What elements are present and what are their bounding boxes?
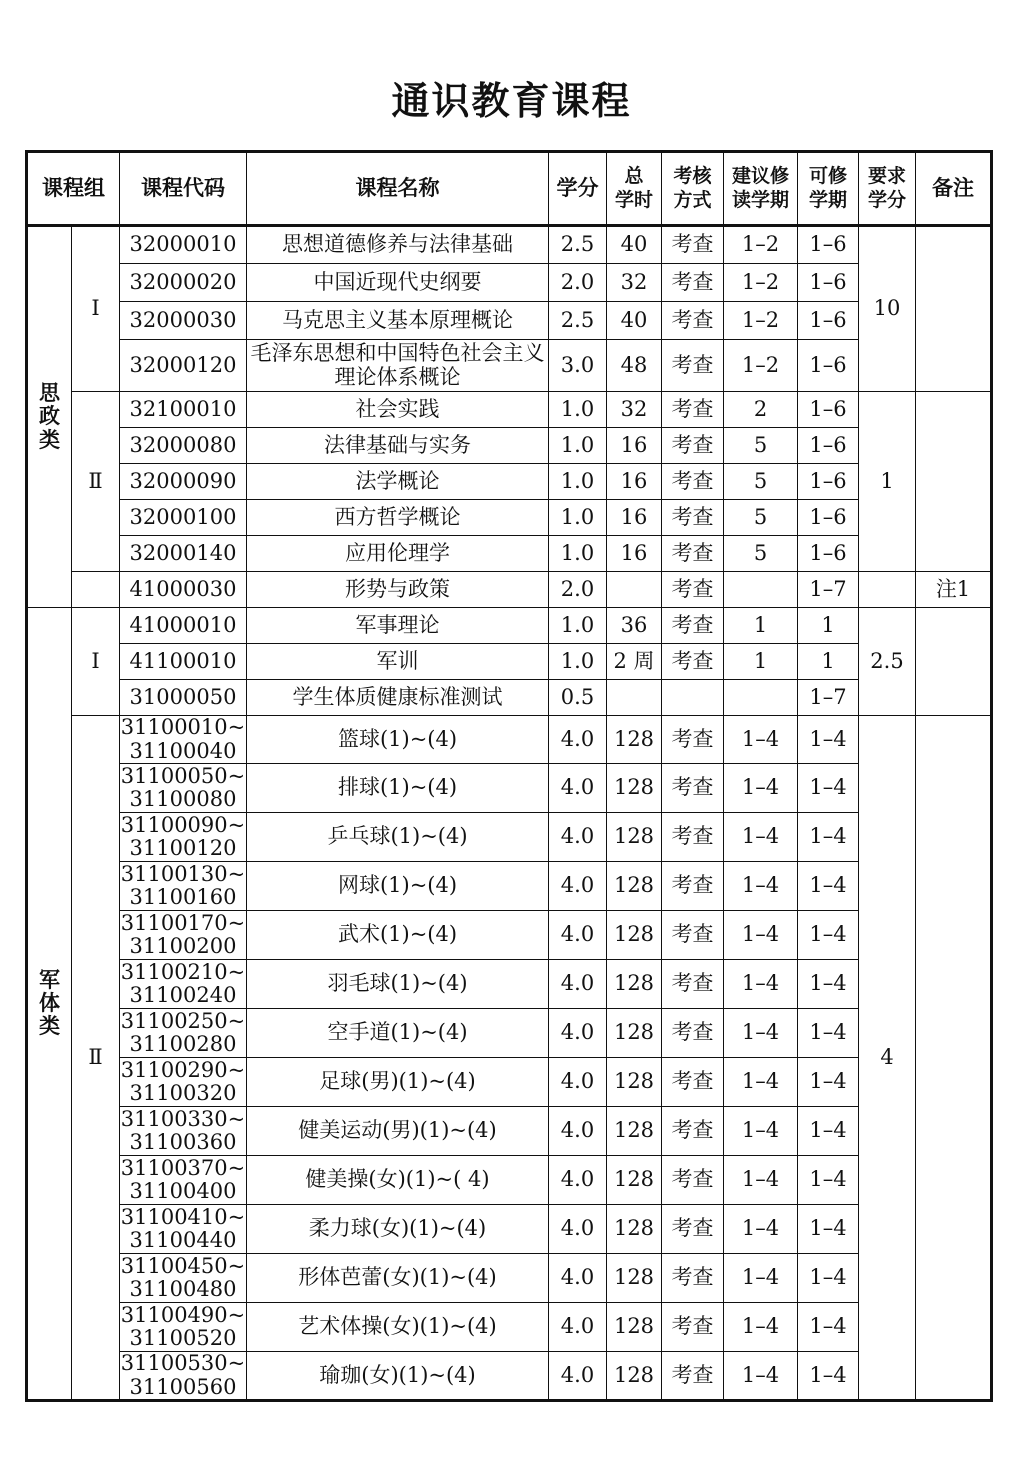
- course-code: 41000030: [120, 572, 247, 608]
- table-row: [27, 813, 992, 862]
- course-credit: 2.5: [549, 226, 607, 264]
- course-suggest: 1–4: [724, 764, 798, 813]
- course-code-end: 31100360: [129, 1130, 237, 1154]
- table-row: [27, 392, 992, 428]
- table-row: [27, 764, 992, 813]
- course-exam: 考查: [662, 813, 724, 862]
- course-suggest: 1–4: [724, 862, 798, 911]
- header-required-line2: 学分: [867, 188, 906, 211]
- course-code: [120, 1303, 247, 1352]
- course-avail: 1: [798, 644, 859, 680]
- course-exam: 考查: [662, 764, 724, 813]
- header-required-line1: 要求: [867, 164, 906, 187]
- course-code-end: 31100160: [129, 885, 237, 909]
- course-name: 毛泽东思想和中国特色社会主义理论体系概论: [247, 340, 549, 392]
- course-exam: 考查: [662, 428, 724, 464]
- course-hours: 128: [607, 1058, 662, 1107]
- table-row: [27, 862, 992, 911]
- course-code: [120, 1156, 247, 1205]
- subgroup-szl-2: Ⅱ: [72, 392, 120, 572]
- course-name: 艺术体操(女)(1)~(4): [247, 1303, 549, 1352]
- header-name: 课程名称: [247, 152, 549, 226]
- course-avail: 1–4: [798, 1156, 859, 1205]
- course-exam: 考查: [662, 1009, 724, 1058]
- course-hours: 128: [607, 1107, 662, 1156]
- course-exam: 考查: [662, 340, 724, 392]
- group-szl-char-2: 政: [39, 404, 60, 429]
- header-code: 课程代码: [120, 152, 247, 226]
- course-avail: 1: [798, 608, 859, 644]
- course-code: [120, 716, 247, 764]
- table-row: [27, 1009, 992, 1058]
- header-note: 备注: [916, 152, 992, 226]
- header-suggest: [724, 152, 798, 226]
- course-hours: 2 周: [607, 644, 662, 680]
- header-credit: 学分: [549, 152, 607, 226]
- header-hours: [607, 152, 662, 226]
- table-row: [27, 500, 992, 536]
- course-code-end: 31100320: [129, 1081, 237, 1105]
- table-row: [27, 1352, 992, 1401]
- course-exam: 考查: [662, 1107, 724, 1156]
- course-name: 足球(男)(1)~(4): [247, 1058, 549, 1107]
- course-code: 32000140: [120, 536, 247, 572]
- course-code: [120, 813, 247, 862]
- course-exam: 考查: [662, 960, 724, 1009]
- course-credit: 1.0: [549, 500, 607, 536]
- course-suggest: 1–4: [724, 1156, 798, 1205]
- course-avail: 1–6: [798, 536, 859, 572]
- course-hours: 128: [607, 1303, 662, 1352]
- course-code-end: 31100120: [129, 836, 237, 860]
- course-suggest: 5: [724, 536, 798, 572]
- course-code-start: 31100370~: [120, 1155, 246, 1180]
- subgroup-jtl-1: Ⅰ: [72, 608, 120, 716]
- course-name: 马克思主义基本原理概论: [247, 302, 549, 340]
- header-avail-line1: 可修: [808, 164, 847, 187]
- subgroup-jtl-2: Ⅱ: [72, 716, 120, 1401]
- course-code-end: 31100520: [129, 1326, 237, 1350]
- course-name: 军事理论: [247, 608, 549, 644]
- course-avail: 1–4: [798, 764, 859, 813]
- course-suggest: [724, 572, 798, 608]
- course-code: 32000090: [120, 464, 247, 500]
- group-jtl-char-2: 体: [39, 990, 60, 1015]
- course-avail: 1–6: [798, 226, 859, 264]
- course-code-start: 31100050~: [120, 763, 246, 788]
- course-avail: 1–6: [798, 340, 859, 392]
- course-avail: 1–6: [798, 464, 859, 500]
- course-exam: 考查: [662, 536, 724, 572]
- course-avail: 1–6: [798, 428, 859, 464]
- course-code-start: 31100250~: [120, 1008, 246, 1033]
- note-cell: [916, 716, 992, 1401]
- course-hours: 128: [607, 716, 662, 764]
- course-exam: 考查: [662, 1156, 724, 1205]
- course-credit: 4.0: [549, 1303, 607, 1352]
- required-credit-empty: [859, 572, 916, 608]
- course-suggest: 1–4: [724, 960, 798, 1009]
- page-title: 通识教育课程: [391, 79, 632, 123]
- course-avail: 1–6: [798, 392, 859, 428]
- course-credit: 4.0: [549, 1156, 607, 1205]
- course-credit: 4.0: [549, 1009, 607, 1058]
- course-suggest: 5: [724, 500, 798, 536]
- course-code-end: 31100400: [129, 1179, 237, 1203]
- table-row: [27, 1107, 992, 1156]
- header-row: [27, 152, 992, 226]
- course-code: 32000030: [120, 302, 247, 340]
- course-credit: 1.0: [549, 644, 607, 680]
- course-credit: 4.0: [549, 862, 607, 911]
- table-row: [27, 226, 992, 264]
- course-code: 41000010: [120, 608, 247, 644]
- course-exam: 考查: [662, 1352, 724, 1401]
- table-row: [27, 1254, 992, 1303]
- course-hours: 16: [607, 500, 662, 536]
- course-avail: 1–4: [798, 716, 859, 764]
- course-hours: 16: [607, 464, 662, 500]
- course-exam: 考查: [662, 862, 724, 911]
- course-exam: 考查: [662, 911, 724, 960]
- course-avail: 1–4: [798, 1107, 859, 1156]
- table-row: [27, 1205, 992, 1254]
- course-code-start: 31100330~: [120, 1106, 246, 1131]
- course-code: [120, 960, 247, 1009]
- course-code: [120, 764, 247, 813]
- course-suggest: 1–2: [724, 226, 798, 264]
- course-avail: 1–4: [798, 1303, 859, 1352]
- table-row: [27, 428, 992, 464]
- course-credit: 4.0: [549, 1058, 607, 1107]
- note-cell: [916, 608, 992, 716]
- course-code-end: 31100080: [129, 787, 237, 811]
- course-name: 形体芭蕾(女)(1)~(4): [247, 1254, 549, 1303]
- course-exam: 考查: [662, 572, 724, 608]
- header-suggest-line1: 建议修: [731, 164, 789, 187]
- course-credit: 1.0: [549, 428, 607, 464]
- course-credit: 3.0: [549, 340, 607, 392]
- course-hours: [607, 572, 662, 608]
- course-credit: 4.0: [549, 764, 607, 813]
- course-code: 32000010: [120, 226, 247, 264]
- course-hours: 128: [607, 1352, 662, 1401]
- course-credit: 1.0: [549, 392, 607, 428]
- course-name: 法学概论: [247, 464, 549, 500]
- course-avail: 1–4: [798, 1009, 859, 1058]
- table-row: [27, 302, 992, 340]
- course-hours: 36: [607, 608, 662, 644]
- header-exam-line2: 方式: [673, 188, 712, 211]
- course-suggest: 1–4: [724, 1009, 798, 1058]
- course-hours: 128: [607, 862, 662, 911]
- course-hours: 128: [607, 764, 662, 813]
- course-exam: 考查: [662, 608, 724, 644]
- course-hours: 128: [607, 1009, 662, 1058]
- course-hours: 40: [607, 302, 662, 340]
- course-name: 应用伦理学: [247, 536, 549, 572]
- course-hours: 32: [607, 392, 662, 428]
- course-name: 乒乓球(1)~(4): [247, 813, 549, 862]
- course-suggest: 1: [724, 644, 798, 680]
- course-name: 武术(1)~(4): [247, 911, 549, 960]
- table-row: [27, 536, 992, 572]
- required-credit-szl-1: 10: [859, 226, 916, 392]
- course-code-end: 31100040: [129, 738, 237, 763]
- course-suggest: 1–4: [724, 1303, 798, 1352]
- course-code-start: 31100010~: [120, 715, 246, 740]
- course-name: 军训: [247, 644, 549, 680]
- note-cell: 注1: [916, 572, 992, 608]
- course-avail: 1–4: [798, 1352, 859, 1401]
- course-credit: 1.0: [549, 608, 607, 644]
- course-suggest: 1–2: [724, 340, 798, 392]
- required-credit-jtl-1: 2.5: [859, 608, 916, 716]
- header-hours-line2: 学时: [614, 188, 653, 211]
- group-jtl-char-1: 军: [39, 967, 60, 992]
- course-credit: 4.0: [549, 1107, 607, 1156]
- course-name: 健美操(女)(1)~( 4): [247, 1156, 549, 1205]
- table-row: [27, 680, 992, 716]
- course-hours: 128: [607, 1205, 662, 1254]
- course-suggest: 1–4: [724, 1058, 798, 1107]
- course-code-start: 31100410~: [120, 1204, 246, 1229]
- course-name: 中国近现代史纲要: [247, 264, 549, 302]
- course-name: 瑜珈(女)(1)~(4): [247, 1352, 549, 1401]
- course-code: 32000100: [120, 500, 247, 536]
- course-name: 柔力球(女)(1)~(4): [247, 1205, 549, 1254]
- course-hours: 32: [607, 264, 662, 302]
- group-jtl-char-3: 类: [39, 1014, 60, 1039]
- course-name: 法律基础与实务: [247, 428, 549, 464]
- course-code-start: 31100530~: [120, 1351, 246, 1376]
- header-avail: [798, 152, 859, 226]
- course-name: 形势与政策: [247, 572, 549, 608]
- course-hours: 16: [607, 428, 662, 464]
- header-hours-line1: 总: [624, 164, 644, 187]
- header-avail-line2: 学期: [808, 188, 847, 211]
- course-hours: 40: [607, 226, 662, 264]
- course-avail: 1–7: [798, 680, 859, 716]
- header-suggest-line2: 读学期: [731, 188, 789, 211]
- course-code: [120, 911, 247, 960]
- course-exam: 考查: [662, 1303, 724, 1352]
- course-name: 社会实践: [247, 392, 549, 428]
- course-credit: 4.0: [549, 1352, 607, 1401]
- course-suggest: 2: [724, 392, 798, 428]
- course-hours: 16: [607, 536, 662, 572]
- course-exam: 考查: [662, 1254, 724, 1303]
- course-suggest: 5: [724, 428, 798, 464]
- course-suggest: 1–4: [724, 1352, 798, 1401]
- course-name: 健美运动(男)(1)~(4): [247, 1107, 549, 1156]
- course-exam: 考查: [662, 226, 724, 264]
- course-code-end: 31100560: [129, 1374, 237, 1399]
- course-exam: 考查: [662, 644, 724, 680]
- course-avail: 1–4: [798, 1205, 859, 1254]
- course-code: 31000050: [120, 680, 247, 716]
- table-row: [27, 960, 992, 1009]
- course-name: 空手道(1)~(4): [247, 1009, 549, 1058]
- course-code-start: 31100090~: [120, 812, 246, 837]
- table-row: [27, 1303, 992, 1352]
- course-credit: 4.0: [549, 1254, 607, 1303]
- course-exam: 考查: [662, 264, 724, 302]
- course-name: 西方哲学概论: [247, 500, 549, 536]
- course-exam: 考查: [662, 716, 724, 764]
- course-name: 思想道德修养与法律基础: [247, 226, 549, 264]
- course-code: 41100010: [120, 644, 247, 680]
- course-exam: 考查: [662, 500, 724, 536]
- course-avail: 1–4: [798, 813, 859, 862]
- header-required: [859, 152, 916, 226]
- table-row: [27, 644, 992, 680]
- note-cell: [916, 392, 992, 572]
- table-row: [27, 1058, 992, 1107]
- course-credit: 4.0: [549, 911, 607, 960]
- course-code-end: 31100440: [129, 1228, 237, 1252]
- course-credit: 2.5: [549, 302, 607, 340]
- course-credit: 1.0: [549, 464, 607, 500]
- course-suggest: 1–2: [724, 264, 798, 302]
- course-code-start: 31100450~: [120, 1253, 246, 1278]
- course-suggest: 5: [724, 464, 798, 500]
- header-exam-line1: 考核: [673, 164, 712, 187]
- course-code-end: 31100240: [129, 983, 237, 1007]
- course-code: 32100010: [120, 392, 247, 428]
- course-credit: 4.0: [549, 716, 607, 764]
- course-code: 32000020: [120, 264, 247, 302]
- course-credit: 2.0: [549, 264, 607, 302]
- course-avail: 1–4: [798, 1058, 859, 1107]
- header-group: 课程组: [27, 152, 120, 226]
- course-avail: 1–4: [798, 1254, 859, 1303]
- course-credit: 1.0: [549, 536, 607, 572]
- course-code-start: 31100490~: [120, 1302, 246, 1327]
- course-credit: 4.0: [549, 960, 607, 1009]
- subgroup-szl-1: Ⅰ: [72, 226, 120, 392]
- course-credit: 4.0: [549, 813, 607, 862]
- group-szl-char-3: 类: [39, 427, 60, 452]
- course-exam: 考查: [662, 464, 724, 500]
- course-code: [120, 1254, 247, 1303]
- table-row: [27, 464, 992, 500]
- course-exam: [662, 680, 724, 716]
- table-row: [27, 608, 992, 644]
- group-szl: [27, 226, 72, 608]
- required-credit-szl-2: 1: [859, 392, 916, 572]
- course-code: [120, 1058, 247, 1107]
- course-avail: 1–6: [798, 264, 859, 302]
- course-avail: 1–4: [798, 911, 859, 960]
- required-credit-jtl-2: 4: [859, 716, 916, 1401]
- course-hours: 48: [607, 340, 662, 392]
- course-code: 32000080: [120, 428, 247, 464]
- header-exam: [662, 152, 724, 226]
- table-row: [27, 911, 992, 960]
- table-row: [27, 572, 992, 608]
- course-name: 篮球(1)~(4): [247, 716, 549, 764]
- course-exam: 考查: [662, 1058, 724, 1107]
- course-suggest: 1–4: [724, 813, 798, 862]
- table-row: [27, 340, 992, 392]
- course-avail: 1–4: [798, 960, 859, 1009]
- course-code: 32000120: [120, 340, 247, 392]
- course-hours: 128: [607, 1156, 662, 1205]
- course-hours: 128: [607, 960, 662, 1009]
- course-suggest: 1–4: [724, 716, 798, 764]
- course-code-start: 31100170~: [120, 910, 246, 935]
- course-avail: 1–6: [798, 500, 859, 536]
- subgroup-empty: [72, 572, 120, 608]
- course-code-end: 31100280: [129, 1032, 237, 1056]
- course-hours: 128: [607, 813, 662, 862]
- course-avail: 1–6: [798, 302, 859, 340]
- course-suggest: 1–4: [724, 1107, 798, 1156]
- course-credit: 2.0: [549, 572, 607, 608]
- course-code-end: 31100480: [129, 1277, 237, 1301]
- course-table: [25, 150, 993, 1402]
- course-hours: 128: [607, 911, 662, 960]
- course-suggest: 1–4: [724, 1254, 798, 1303]
- course-code-start: 31100130~: [120, 861, 246, 886]
- course-name: 学生体质健康标准测试: [247, 680, 549, 716]
- course-suggest: 1–4: [724, 1205, 798, 1254]
- course-name: 网球(1)~(4): [247, 862, 549, 911]
- course-code-start: 31100210~: [120, 959, 246, 984]
- course-code-start: 31100290~: [120, 1057, 246, 1082]
- course-suggest: 1–2: [724, 302, 798, 340]
- course-code: [120, 1205, 247, 1254]
- course-avail: 1–7: [798, 572, 859, 608]
- course-exam: 考查: [662, 1205, 724, 1254]
- table-row: [27, 1156, 992, 1205]
- table-row: [27, 716, 992, 764]
- course-suggest: 1–4: [724, 911, 798, 960]
- course-code: [120, 1009, 247, 1058]
- course-name: 排球(1)~(4): [247, 764, 549, 813]
- course-code: [120, 1352, 247, 1401]
- course-code: [120, 1107, 247, 1156]
- table-row: [27, 264, 992, 302]
- course-exam: 考查: [662, 392, 724, 428]
- course-credit: 0.5: [549, 680, 607, 716]
- course-avail: 1–4: [798, 862, 859, 911]
- course-credit: 4.0: [549, 1205, 607, 1254]
- course-hours: [607, 680, 662, 716]
- course-code: [120, 862, 247, 911]
- group-szl-char-1: 思: [39, 381, 60, 406]
- course-exam: 考查: [662, 302, 724, 340]
- course-name: 羽毛球(1)~(4): [247, 960, 549, 1009]
- course-suggest: [724, 680, 798, 716]
- group-jtl: [27, 608, 72, 1401]
- course-hours: 128: [607, 1254, 662, 1303]
- course-suggest: 1: [724, 608, 798, 644]
- course-code-end: 31100200: [129, 934, 237, 958]
- note-cell: [916, 226, 992, 392]
